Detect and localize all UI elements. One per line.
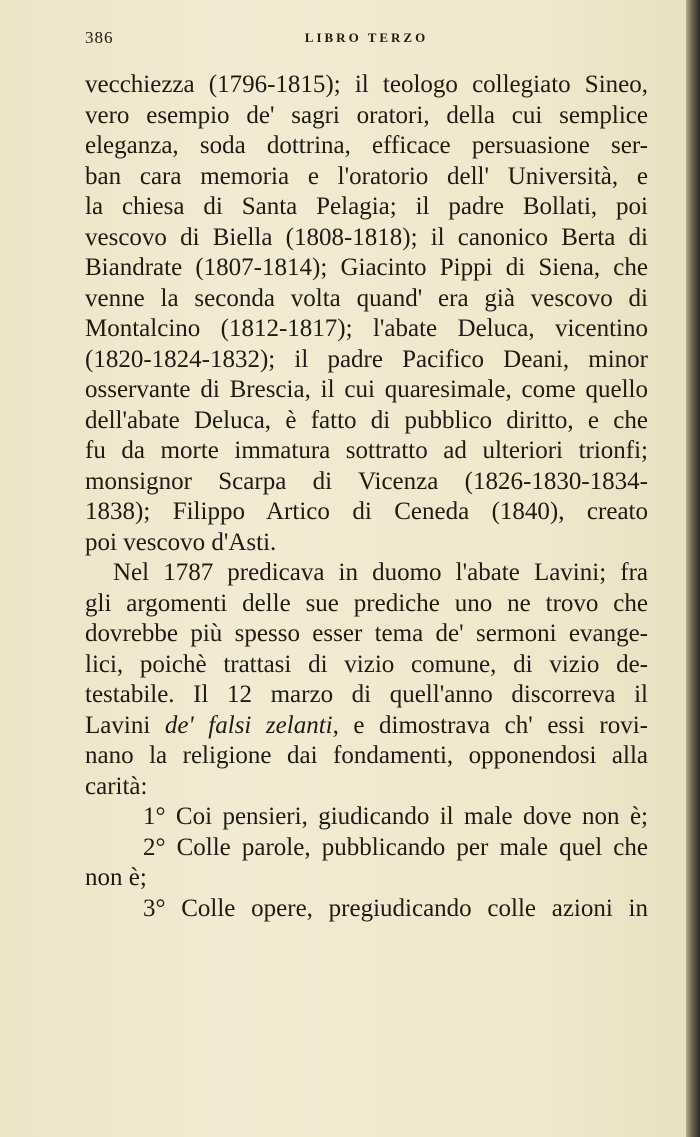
italic-title: de' falsi zelanti (164, 711, 333, 739)
text-line: dovrebbe più spesso esser tema de' sermoni evange- (85, 620, 648, 647)
list-item: 1° Coi pensieri, giudicando il male dove non è; (143, 803, 648, 830)
page-header (85, 28, 648, 50)
text-line: osservante di Brescia, il cui quaresimale, come quello (85, 376, 648, 403)
text-line: venne la seconda volta quand' era già vescovo di (85, 284, 648, 312)
text-line: la chiesa di Santa Pelagia; il padre Bollati, poi (85, 193, 648, 220)
text-run: , e dimostrava ch' essi rovi- (332, 711, 648, 739)
paragraph-start: Nel 1787 predicava in duomo l'abate Lavini; fra (113, 559, 648, 586)
page-edge (686, 0, 700, 1137)
text-line: monsignor Scarpa di Vicenza (1826-1830-1834- (85, 467, 648, 495)
text-line: Montalcino (1812-1817); l'abate Deluca, vicentino (85, 315, 648, 342)
text-line: vero esempio de' sagri oratori, della cui semplice (85, 101, 648, 129)
page-number: 386 (85, 28, 114, 47)
text-line: testabile. Il 12 marzo di quell'anno discorreva il (85, 681, 648, 708)
text-line: eleganza, soda dottrina, efficace persuasione ser- (85, 132, 648, 159)
text-run: Lavini (85, 711, 165, 739)
list-item: 3° Colle opere, pregiudicando colle azioni in (143, 894, 648, 922)
list-item: 2° Colle parole, pubblicando per male quel che (143, 833, 648, 861)
text-line: vescovo di Biella (1808-1818); il canonico Berta di (85, 223, 648, 251)
text-line: 1838); Filippo Artico di Ceneda (1840), creato (85, 498, 648, 525)
text-line: gli argomenti delle sue prediche uno ne trovo che (85, 589, 648, 617)
text-line: dell'abate Deluca, è fatto di pubblico diritto, e che (85, 406, 648, 434)
body-text (85, 70, 648, 924)
text-line: vecchiezza (1796-1815); il teologo collegiato Sineo, (85, 71, 648, 98)
text-line: carità: (85, 772, 148, 800)
text-line: ban cara memoria e l'oratorio dell' Università, e (85, 162, 648, 190)
text-line: lici, poichè trattasi di vizio comune, di vizio de- (85, 650, 648, 678)
running-head: LIBRO TERZO (304, 30, 429, 45)
text-line: fu da morte immatura sottratto ad ulteriori trionfi; (85, 437, 648, 464)
text-line: nano la religione dai fondamenti, opponendosi alla (85, 742, 648, 769)
text-line: poi vescovo d'Asti. (85, 528, 277, 556)
text-line-with-italic (85, 711, 648, 742)
text-line: non è; (85, 864, 147, 891)
text-line: (1820-1824-1832); il padre Pacifico Deani, minor (85, 345, 648, 373)
text-line: Biandrate (1807-1814); Giacinto Pippi di Siena, che (85, 254, 648, 281)
